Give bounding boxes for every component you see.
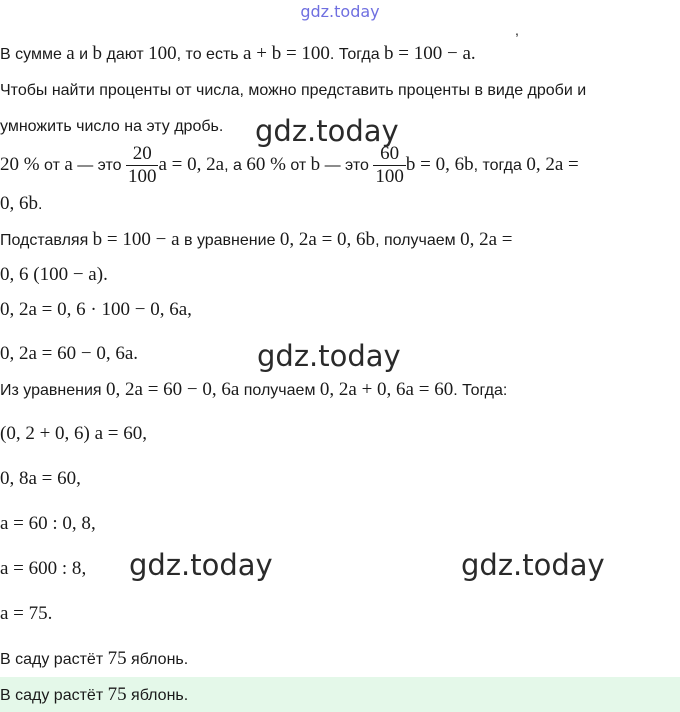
solution-line-7: 0, 6 (100 − a). <box>0 264 108 285</box>
solution-line-10: Из уравнения 0, 2a = 60 − 0, 6a получаем 0, 2a + 0, 6a = 60. Тогда: <box>0 379 508 400</box>
solution-line-1: В сумме a и b дают 100, то есть a + b = 100. Тогда b = 100 − a. <box>0 43 476 64</box>
watermark-3: gdz.today <box>129 548 273 582</box>
solution-line-9: 0, 2a = 60 − 0, 6a. <box>0 343 139 364</box>
solution-line-13: a = 60 : 0, 8, <box>0 513 96 534</box>
fraction-20-100: $\frac{20}{100}$ <box>127 143 157 188</box>
solution-line-6: Подставляя b = 100 − a в уравнение 0, 2a = 0, 6b, получаем 0, 2a = <box>0 229 513 250</box>
solution-line-15: a = 75. <box>0 603 53 624</box>
answer-text: В саду растёт 75 яблонь. <box>0 684 189 705</box>
solution-line-3: умножить число на эту дробь. <box>0 118 224 135</box>
solution-line-5: 0, 6b. <box>0 193 43 214</box>
watermark-4: gdz.today <box>461 548 605 582</box>
solution-line-12: 0, 8a = 60, <box>0 468 81 489</box>
solution-line-14: a = 600 : 8, <box>0 558 87 579</box>
stray-mark: , <box>515 22 519 38</box>
solution-line-11: (0, 2 + 0, 6) a = 60, <box>0 423 148 444</box>
site-header-logo: gdz.today <box>300 2 380 21</box>
solution-line-8: 0, 2a = 0, 6 · 100 − 0, 6a, <box>0 299 192 320</box>
solution-line-2: Чтобы найти проценты от числа, можно представить проценты в виде дроби и <box>0 82 587 99</box>
watermark-1: gdz.today <box>255 114 399 148</box>
solution-line-4: 20 % от a — это $\frac{20}{100}$ a = 0, 2a, а 60 % от b — это $\frac{60}{100}$ b = 0, 6b, тогда 0, 2a = <box>0 143 579 188</box>
solution-line-16: В саду растёт 75 яблонь. <box>0 648 189 669</box>
fraction-60-100: $\frac{60}{100}$ <box>375 143 404 188</box>
watermark-2: gdz.today <box>257 339 401 373</box>
